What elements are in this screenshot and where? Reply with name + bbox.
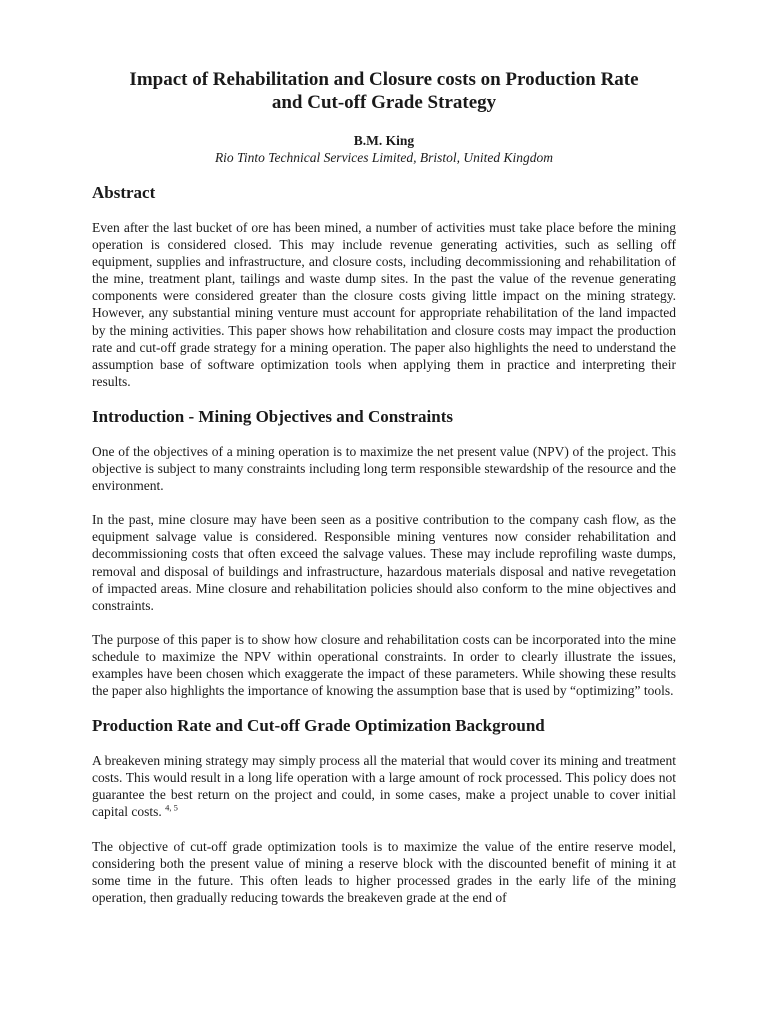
- title-line-1: Impact of Rehabilitation and Closure costs on Production Rate: [129, 69, 639, 90]
- author-name: B.M. King: [353, 133, 415, 148]
- background-heading: Production Rate and Cut-off Grade Optimization Background: [92, 716, 545, 736]
- abstract-paragraph: Even after the last bucket of ore has been mined, a number of activities must take place before the mining operation is considered closed. This may include revenue generating activities, such as selling off equipment, supplies and infrastructure, and closure costs, including decommissioning and rehabilitation of the mine, treatment plant, tailings and waste dump sites. In the past the value of the revenue generating components were considered greater than the closure costs giving little impact on the mining strategy. However, any substantial mining venture must account for appropriate rehabilitation of the land impacted by the mining activities. This paper shows how rehabilitation and closure costs may impact the production rate and cut-off grade strategy for a mining operation. The paper also highlights the need to understand the assumption base of software optimization tools when applying them in practice and interpreting their results.: [92, 220, 676, 389]
- introduction-heading: Introduction - Mining Objectives and Constraints: [92, 406, 453, 426]
- background-paragraph-1: [92, 752, 676, 820]
- title-line-2: and Cut-off Grade Strategy: [271, 92, 497, 113]
- background-paragraph-1-text: A breakeven mining strategy may simply process all the material that would cover its mining and treatment costs. This would result in a long life operation with a large amount of rock processed. This policy does not guarantee the best return on the project and could, in some cases, make a project unable to cover initial capital costs.: [92, 753, 676, 820]
- abstract-heading: Abstract: [92, 183, 156, 202]
- intro-paragraph-2: In the past, mine closure may have been seen as a positive contribution to the company cash flow, as the equipment salvage value is considered. Responsible mining ventures now consider rehabilitation and decommissioning costs that often exceed the salvage values. These may include reprofiling waste dumps, removal and disposal of buildings and infrastructure, hazardous materials disposal and native revegetation of impacted areas. Mine closure and rehabilitation policies should also conform to the mine objectives and constraints.: [92, 512, 676, 613]
- author-affiliation: Rio Tinto Technical Services Limited, Bristol, United Kingdom: [214, 150, 554, 165]
- intro-paragraph-3: The purpose of this paper is to show how closure and rehabilitation costs can be incorporated into the mine schedule to maximize the NPV within operational constraints. In order to clearly illustrate the issues, examples have been chosen which exaggerate the impact of these parameters. While showing these results the paper also highlights the importance of knowing the assumption base that is used by “optimizing” tools.: [92, 631, 676, 699]
- reference-superscript: 4, 5: [165, 802, 178, 813]
- paper-title: [92, 68, 676, 114]
- background-paragraph-2: The objective of cut-off grade optimization tools is to maximize the value of the entire reserve model, considering both the present value of mining a reserve block with the discounted benefit of mining it at some time in the future. This often leads to higher processed grades in the early life of the mining operation, then gradually reducing towards the breakeven grade at the end of: [92, 838, 676, 905]
- intro-paragraph-1: One of the objectives of a mining operation is to maximize the net present value (NPV) of the project. This objective is subject to many constraints including long term responsible stewardship of the resource and the environment.: [92, 443, 676, 494]
